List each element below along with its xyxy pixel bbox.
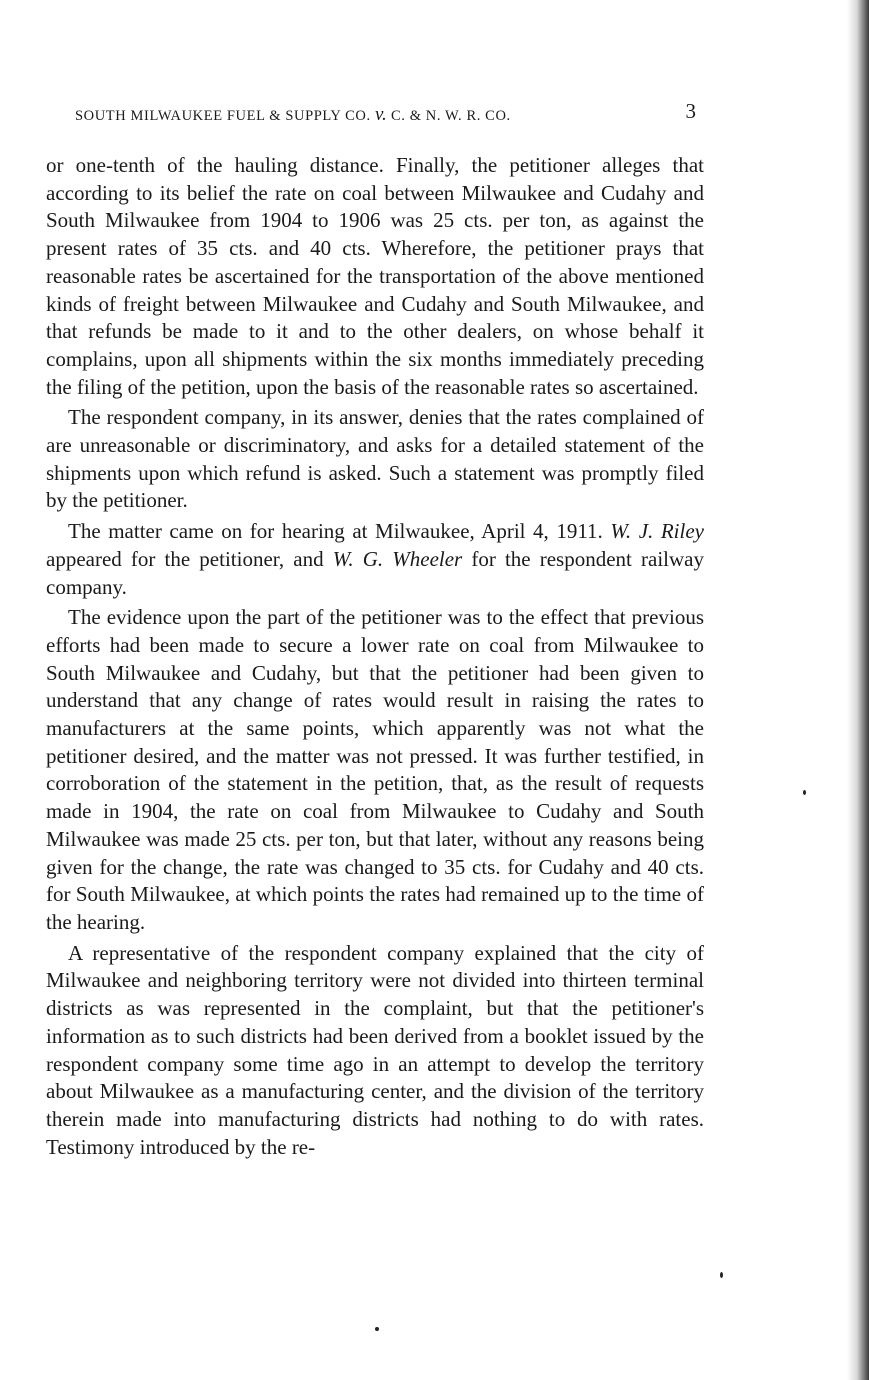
header-title-part-1: SOUTH MILWAUKEE FUEL & SUPPLY CO.: [75, 108, 375, 124]
header-case-title: [75, 104, 511, 126]
scan-speck-margin: [803, 790, 806, 795]
paragraph-2: The respondent company, in its answer, denies that the rates complained of are unreasonable or discriminatory, and asks for a detailed statement of the shipments upon which refund is asked. Such a statement was promptly filed by the petitioner.: [46, 405, 704, 513]
counsel-petitioner-name: W. J. Riley: [610, 519, 704, 544]
paragraph-3-text-1: The matter came on for hearing at Milwaukee, April 4, 1911.: [68, 519, 611, 544]
paragraph-3-text-2: appeared for the petitioner, and: [46, 546, 333, 571]
scan-speck-bottom: [375, 1327, 379, 1331]
body-text: [46, 152, 704, 1161]
paragraph-3-text-3: for the respondent railway company.: [46, 546, 704, 599]
paragraph-5: A representative of the respondent company explained that the city of Milwaukee and neighboring territory were not divided into thirteen terminal districts as was represented in the complaint, but that the petitioner's information as to such districts had been derived from a booklet issued by the respondent company some time ago in an attempt to develop the territory about Milwaukee as a manufacturing center, and the division of the territory therein made into manufacturing districts had nothing to do with rates. Testimony introduced by the re-: [46, 940, 704, 1159]
paragraph-1: or one-tenth of the hauling distance. Finally, the petitioner alleges that according to its belief the rate on coal between Milwaukee and Cudahy and South Milwaukee from 1904 to 1906 was 25 cts. per ton, as against the present rates of 35 cts. and 40 cts. Wherefore, the petitioner prays that reasonable rates be ascertained for the transportation of the above mentioned kinds of freight between Milwaukee and Cudahy and South Milwaukee, and that refunds be made to it and to the other dealers, on whose behalf it complains, upon all shipments within the six months immediately preceding the filing of the petition, upon the basis of the reasonable rates so ascertained.: [46, 153, 704, 399]
page-number: 3: [685, 99, 696, 123]
paragraph-3: [46, 518, 704, 601]
paragraph-4: The evidence upon the part of the petitioner was to the effect that previous efforts had been made to secure a lower rate on coal from Milwaukee to South Milwaukee and Cudahy, but that the petitioner had been given to understand that any change of rates would result in raising the rates to manufacturers at the same points, which apparently was not what the petitioner desired, and the matter was not pressed. It was further testified, in corroboration of the statement in the petition, that, as the result of requests made in 1904, the rate on coal from Milwaukee to Cudahy and South Milwaukee was made 25 cts. per ton, but that later, without any reasons being given for the change, the rate was changed to 35 cts. for Cudahy and 40 cts. for South Milwaukee, at which points the rates had remained up to the time of the hearing.: [46, 605, 704, 934]
counsel-respondent-name: W. G. Wheeler: [332, 546, 463, 571]
scanned-page-edge: [847, 0, 869, 1380]
header-title-versus: v.: [374, 104, 387, 125]
scan-speck-right: [720, 1272, 723, 1278]
running-header: [75, 99, 706, 128]
header-title-part-2: C. & N. W. R. CO.: [386, 108, 511, 124]
